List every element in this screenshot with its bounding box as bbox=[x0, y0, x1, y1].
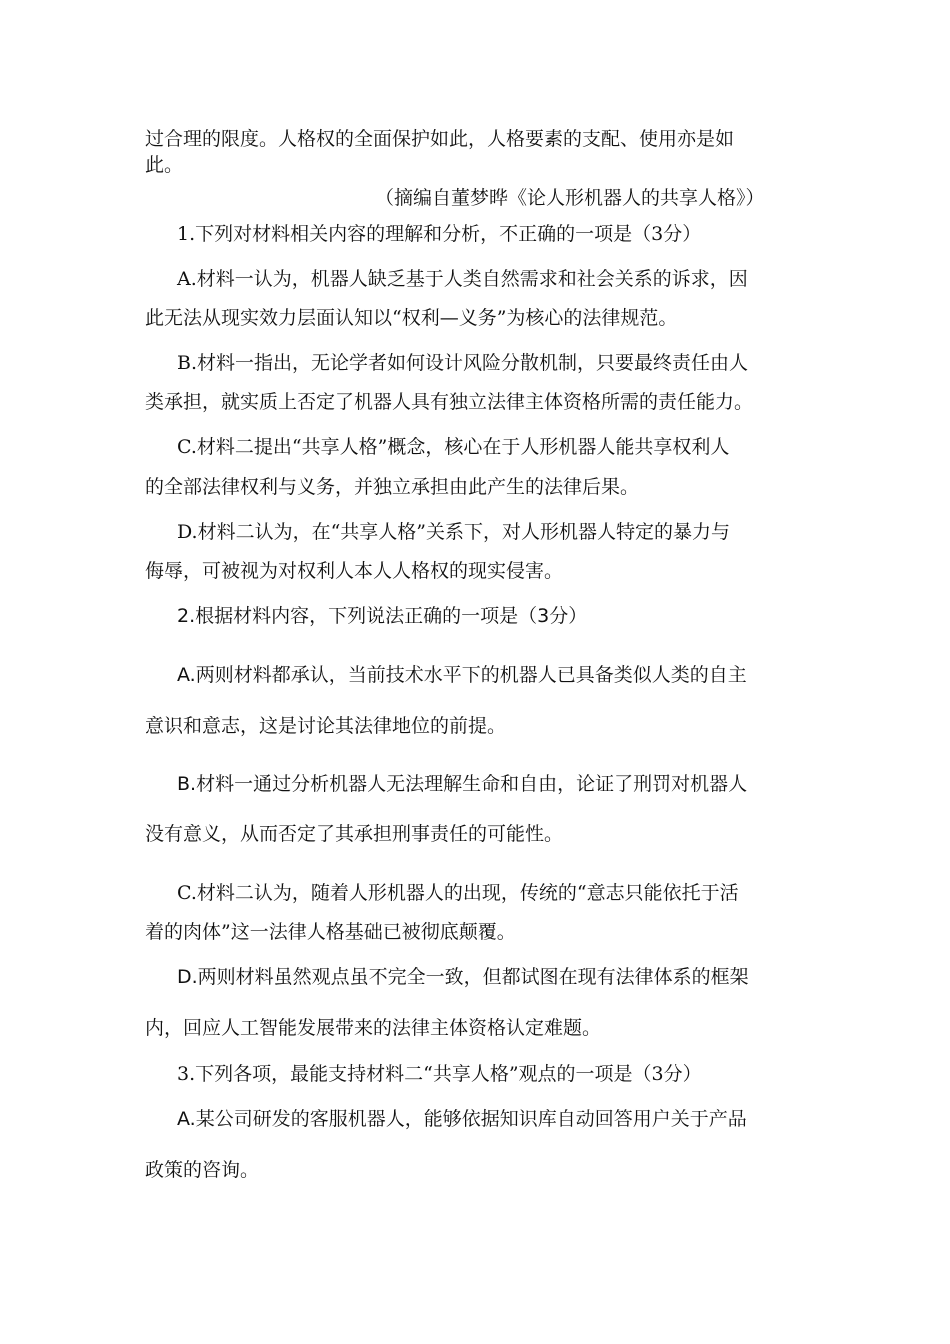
question-1-stem: 1.下列对材料相关内容的理解和分析，不正确的一项是（3分） bbox=[177, 223, 702, 245]
question-2-option-d: 内，回应人工智能发展带来的法律主体资格认定难题。 bbox=[145, 1017, 602, 1039]
question-1-option-d: 侮辱，可被视为对权利人本人人格权的现实侵害。 bbox=[145, 560, 564, 582]
question-1-option-d: D.材料二认为，在“共享人格”关系下，对人形机器人特定的暴力与 bbox=[177, 521, 731, 543]
question-2-option-a: A.两则材料都承认，当前技术水平下的机器人已具备类似人类的自主 bbox=[177, 664, 747, 686]
question-3-option-a: A.某公司研发的客服机器人，能够依据知识库自动回答用户关于产品 bbox=[177, 1108, 747, 1130]
question-2-option-b: 没有意义，从而否定了其承担刑事责任的可能性。 bbox=[145, 823, 564, 845]
question-3-option-a: 政策的咨询。 bbox=[145, 1159, 260, 1181]
question-1-option-b: 类承担，就实质上否定了机器人具有独立法律主体资格所需的责任能力。 bbox=[145, 391, 754, 413]
question-2-option-c: 着的肉体”这一法律人格基础已被彻底颠覆。 bbox=[145, 921, 516, 943]
question-1-option-a: 此无法从现实效力层面认知以“权利—义务”为核心的法律规范。 bbox=[145, 307, 678, 329]
question-2-stem: 2.根据材料内容，下列说法正确的一项是（3分） bbox=[177, 605, 588, 627]
question-2-option-c: C.材料二认为，随着人形机器人的出现，传统的“意志只能依托于活 bbox=[177, 882, 739, 904]
question-1-option-c: C.材料二提出“共享人格”概念，核心在于人形机器人能共享权利人 bbox=[177, 436, 730, 458]
question-1-option-a: A.材料一认为，机器人缺乏基于人类自然需求和社会关系的诉求，因 bbox=[177, 268, 748, 290]
question-3-stem: 3.下列各项，最能支持材料二“共享人格”观点的一项是（3分） bbox=[177, 1063, 702, 1085]
passage-text: 过合理的限度。人格权的全面保护如此，人格要素的支配、使用亦是如 bbox=[145, 128, 735, 150]
source-citation: （摘编自董梦晔《论人形机器人的共享人格》） bbox=[375, 187, 765, 209]
question-1-option-b: B.材料一指出，无论学者如何设计风险分散机制，只要最终责任由人 bbox=[177, 352, 749, 374]
passage-text: 此。 bbox=[145, 154, 184, 176]
question-2-option-d: D.两则材料虽然观点虽不完全一致，但都试图在现有法律体系的框架 bbox=[177, 966, 749, 988]
question-1-option-c: 的全部法律权利与义务，并独立承担由此产生的法律后果。 bbox=[145, 476, 640, 498]
question-2-option-a: 意识和意志，这是讨论其法律地位的前提。 bbox=[145, 715, 507, 737]
question-2-option-b: B.材料一通过分析机器人无法理解生命和自由，论证了刑罚对机器人 bbox=[177, 773, 748, 795]
